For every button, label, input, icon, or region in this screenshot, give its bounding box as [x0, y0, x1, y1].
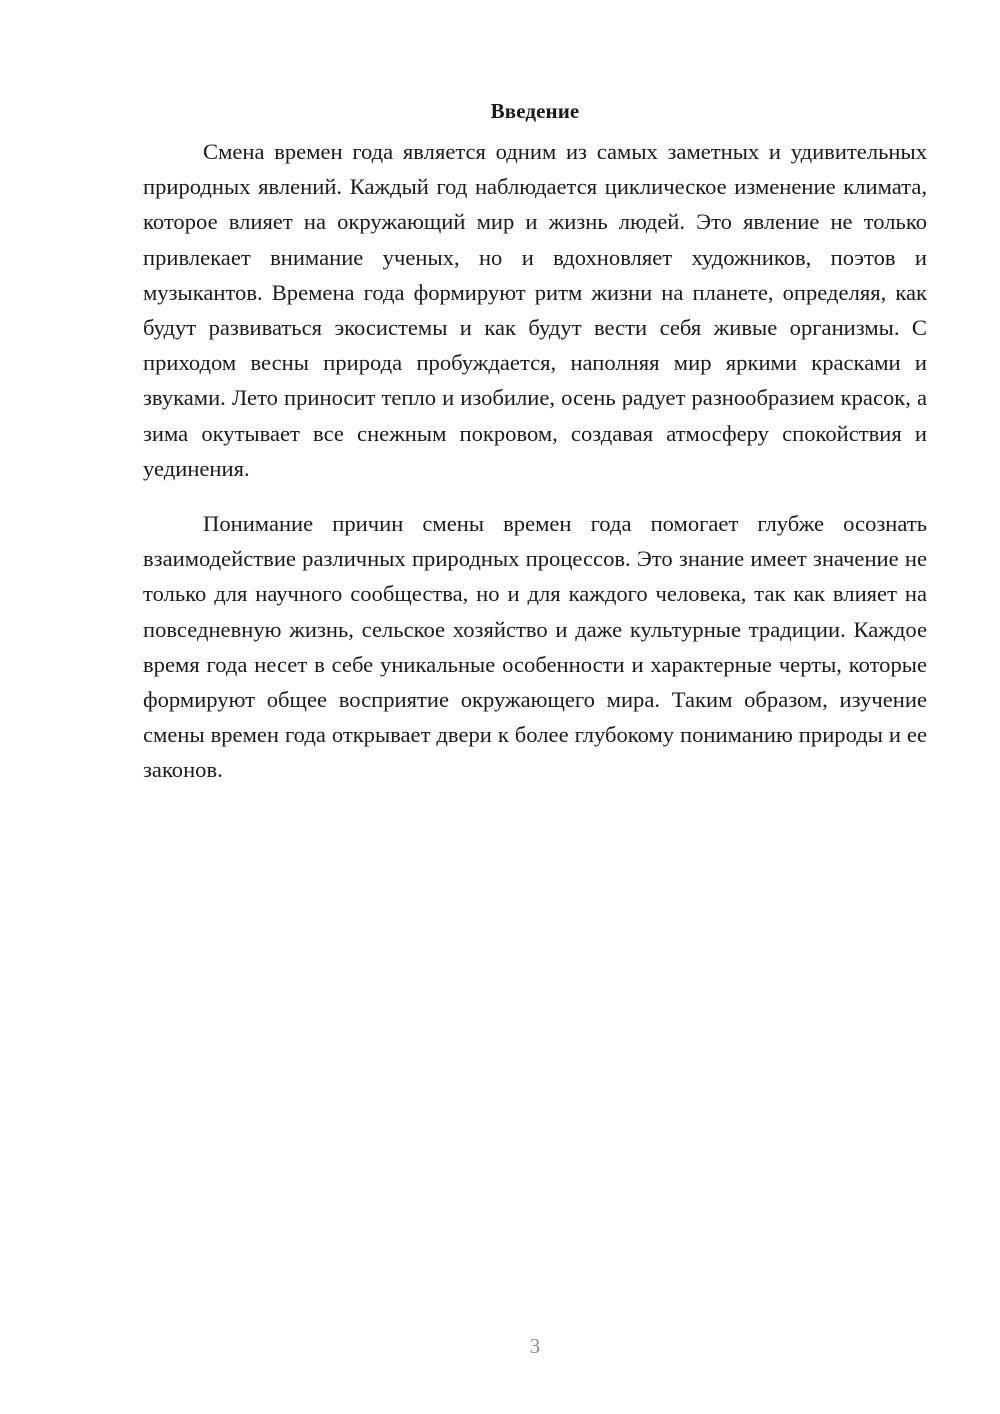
paragraph-2: Понимание причин смены времен года помогает глубже осознать взаимодействие различных природных процессов. Это знание имеет значение не только для научного сообщества, но и для каждого человека, так как влияет на повседневную жизнь, сельское хозяйство и даже культурные традиции. Каждое время года несет в себе уникальные особенности и характерные черты, которые формируют общее восприятие окружающего мира. Таким образом, изучение смены времен года открывает двери к более глубокому пониманию природы и ее законов.: [143, 511, 927, 783]
section-heading: Введение: [490, 99, 580, 123]
paragraph-1: Смена времен года является одним из самых заметных и удивительных природных явлений. Каждый год наблюдается циклическое изменение климата, которое влияет на окружающий мир и жизнь людей. Это явление не только привлекает внимание ученых, но и вдохновляет художников, поэтов и музыкантов. Времена года формируют ритм жизни на планете, определяя, как будут развиваться экосистемы и как будут вести себя живые организмы. С приходом весны природа пробуждается, наполняя мир яркими красками и звуками. Лето приносит тепло и изобилие, осень радует разнообразием красок, а зима окутывает все снежным покровом, создавая атмосферу спокойствия и уединения.: [143, 139, 927, 481]
page-content: [143, 94, 927, 788]
page-number: 3: [529, 1334, 541, 1358]
